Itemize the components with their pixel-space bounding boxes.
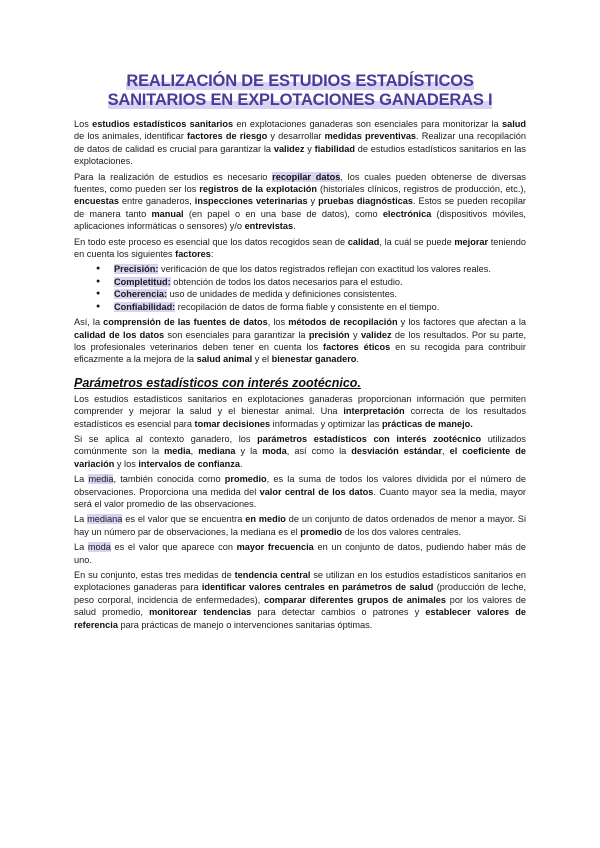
bold-text: moda bbox=[262, 446, 287, 457]
bold-text: factores éticos bbox=[323, 341, 391, 352]
text-run: . Cuanto mayor sea la media, mayor será el valor promedio de las observaciones. bbox=[74, 486, 526, 509]
text-run: correcta de los resultados estadísticos es esencial para bbox=[74, 406, 526, 429]
bold-text: comprensión de las fuentes de datos bbox=[103, 317, 268, 328]
bold-text: calidad bbox=[347, 236, 380, 247]
text-run: : bbox=[210, 249, 214, 260]
text-run: y los factores que afectan a la bbox=[397, 317, 526, 328]
text-run: , la cuál se puede bbox=[379, 236, 455, 247]
bold-text: media bbox=[164, 446, 191, 457]
text-run: y los bbox=[114, 458, 139, 469]
bold-text: parámetros estadísticos con interés zootécnico bbox=[257, 433, 482, 444]
factor-term: Coherencia: bbox=[114, 289, 168, 300]
bold-text: promedio bbox=[224, 474, 267, 485]
text-run: Los bbox=[74, 119, 93, 129]
bold-text: el coeficiente de variación bbox=[74, 446, 526, 469]
text-run: . bbox=[239, 458, 243, 469]
text-run: (en papel o en una base de datos), como bbox=[183, 208, 383, 219]
bold-text: interpretación bbox=[343, 406, 405, 417]
text-run: Para la realización de estudios es necesario bbox=[74, 171, 273, 182]
paragraph-data-collection bbox=[74, 171, 526, 233]
bold-text: identificar valores centrales en parámetros de salud bbox=[201, 582, 434, 593]
paragraph-ethics bbox=[74, 316, 526, 366]
text-run: se utilizan en los estudios estadísticos sanitarios en explotaciones ganaderas para bbox=[74, 570, 526, 593]
list-item bbox=[114, 263, 526, 275]
bold-text: recopilar datos bbox=[272, 171, 341, 182]
bold-text: tomar decisiones bbox=[194, 418, 271, 429]
bold-text: estudios estadísticos sanitarios bbox=[92, 119, 234, 129]
bold-text: salud bbox=[501, 119, 526, 129]
text-run: y el bbox=[252, 354, 272, 365]
text-run: y bbox=[349, 329, 361, 340]
paragraph-median bbox=[74, 513, 526, 538]
text-run: , los bbox=[267, 317, 289, 328]
paragraph-parameters bbox=[74, 433, 526, 470]
paragraph-mean bbox=[74, 473, 526, 510]
bold-text: en medio bbox=[245, 514, 286, 525]
bold-text: monitorear tendencias bbox=[149, 607, 252, 618]
text-run: En su conjunto, estas tres medidas de bbox=[74, 570, 235, 580]
bold-text: métodos de recopilación bbox=[288, 317, 398, 328]
paragraph-interpretation bbox=[74, 393, 526, 430]
text-run: por los valores de salud promedio, bbox=[74, 594, 526, 618]
text-run: . Estos se pueden recopilar de manera tanto bbox=[74, 196, 526, 219]
text-run: (historiales clínicos, registros de producción, etc.), bbox=[317, 184, 526, 195]
text-run: y la bbox=[235, 446, 263, 457]
factor-term: Completitud: bbox=[114, 276, 171, 287]
factor-desc: uso de unidades de medida y definiciones consistentes. bbox=[167, 289, 397, 300]
text-run: de los dos valores centrales. bbox=[342, 526, 462, 537]
highlighted-text: mediana bbox=[87, 514, 123, 525]
bold-text: comparar diferentes grupos de animales bbox=[263, 594, 447, 605]
factor-term: Confiabilidad: bbox=[114, 301, 176, 312]
bold-text: pruebas diagnósticas bbox=[318, 196, 413, 207]
bold-text: calidad de los datos bbox=[74, 329, 165, 340]
document-page bbox=[74, 72, 526, 634]
text-run: de estudios estadísticos sanitarios en las explotaciones. bbox=[74, 143, 526, 167]
bold-text: fiabilidad bbox=[314, 143, 355, 154]
bold-text: validez bbox=[273, 143, 305, 154]
text-run: informadas y optimizar las bbox=[270, 418, 382, 429]
list-item bbox=[114, 276, 526, 288]
text-run: y bbox=[304, 143, 315, 154]
bold-text: validez bbox=[360, 329, 392, 340]
bold-text: electrónica bbox=[382, 208, 432, 219]
bold-text: valor central de los datos bbox=[259, 486, 374, 497]
text-run: , también conocida como bbox=[113, 474, 225, 485]
text-run: En todo este proceso es esencial que los datos recogidos sean de bbox=[74, 236, 348, 247]
text-run: en un conjunto de datos, pudiendo haber más de uno. bbox=[74, 542, 527, 565]
bold-text: promedio bbox=[300, 526, 343, 537]
paragraph-central-tendency bbox=[74, 569, 526, 631]
bold-text: prácticas de manejo. bbox=[381, 418, 473, 429]
text-run: para prácticas de manejo o intervenciones sanitarias óptimas. bbox=[117, 619, 373, 630]
quality-factors-list bbox=[74, 263, 526, 313]
text-run: para detectar cambios o patrones y bbox=[251, 607, 426, 618]
bold-text: factores de riesgo bbox=[187, 131, 268, 142]
text-run: es el valor que se encuentra bbox=[122, 514, 246, 525]
text-run: La bbox=[74, 474, 89, 485]
bold-text: factores bbox=[175, 249, 211, 260]
text-run: es el valor que aparece con bbox=[110, 542, 237, 553]
factor-term: Precisión: bbox=[114, 264, 159, 275]
text-run: . bbox=[293, 221, 296, 232]
section-heading: Parámetros estadísticos con interés zootécnico. bbox=[74, 375, 361, 390]
paragraph-intro bbox=[74, 118, 526, 168]
highlighted-text: moda bbox=[87, 542, 111, 553]
paragraph-mode bbox=[74, 541, 526, 566]
text-run: , bbox=[442, 446, 450, 457]
text-run: Si se aplica al contexto ganadero, los bbox=[74, 433, 258, 444]
title-line-2: SANITARIOS EN EXPLOTACIONES GANADERAS I bbox=[107, 91, 493, 109]
bold-text: precisión bbox=[308, 329, 350, 340]
text-run: de los animales, identificar bbox=[74, 131, 188, 142]
text-run: , los cuales pueden obtenerse de diversas fuentes, como pueden ser los bbox=[74, 171, 527, 195]
factor-desc: obtención de todos los datos necesarios para el estudio. bbox=[170, 276, 403, 287]
list-item bbox=[114, 288, 526, 300]
bold-text: bienestar ganadero bbox=[271, 354, 357, 365]
text-run: y desarrollar bbox=[267, 131, 325, 142]
text-run: teniendo en cuenta los siguientes bbox=[74, 236, 526, 260]
bold-text: entrevistas bbox=[244, 221, 294, 232]
text-run: en explotaciones ganaderas son esenciales para monitorizar la bbox=[233, 119, 502, 129]
text-run: entre ganaderos, bbox=[118, 196, 195, 207]
text-run: utilizados comúnmente son la bbox=[74, 433, 526, 457]
text-run: , así como la bbox=[286, 446, 352, 457]
text-run: son esenciales para garantizar la bbox=[164, 329, 309, 340]
text-run: La bbox=[74, 542, 88, 553]
text-run: y bbox=[307, 196, 319, 207]
text-run: de un conjunto de datos ordenados de menor a mayor. Si hay un número par de observaciones, la mediana es el bbox=[74, 514, 526, 537]
bold-text: registros de la explotación bbox=[199, 184, 318, 195]
text-run: . bbox=[356, 354, 359, 365]
highlighted-text: media bbox=[88, 474, 114, 485]
text-run: en su recogida para contribuir eficazmente a la mejora de la bbox=[74, 341, 526, 365]
bold-text: encuestas bbox=[74, 196, 119, 207]
bold-text: manual bbox=[151, 208, 184, 219]
bold-text: mayor frecuencia bbox=[236, 542, 314, 553]
text-run: , bbox=[190, 446, 199, 457]
bold-text: establecer valores de referencia bbox=[74, 607, 526, 630]
text-run: (dispositivos móviles, aplicaciones informáticas o sensores) y/o bbox=[74, 208, 526, 232]
title-line-1: REALIZACIÓN DE ESTUDIOS ESTADÍSTICOS bbox=[126, 72, 474, 90]
bold-text: desviación estándar bbox=[351, 446, 443, 457]
text-run: Los estudios estadísticos sanitarios en explotaciones ganaderas proporcionan información que permiten comprender y mejorar la salud y el bienestar animal. Una bbox=[74, 393, 526, 417]
text-run: (producción de leche, peso corporal, incidencia de enfermedades), bbox=[74, 582, 526, 605]
factor-desc: recopilación de datos de forma fiable y consistente en el tiempo. bbox=[175, 301, 440, 312]
text-run: , es la suma de todos los valores dividida por el número de observaciones. Proporciona una medida del bbox=[74, 474, 526, 497]
bold-text: mediana bbox=[198, 446, 236, 457]
factor-desc: verificación de que los datos registrados reflejan con exactitud los valores reales. bbox=[158, 264, 491, 275]
paragraph-quality bbox=[74, 236, 526, 261]
bold-text: inspecciones veterinarias bbox=[194, 196, 308, 207]
bold-text: medidas preventivas bbox=[324, 131, 417, 142]
text-run: La bbox=[74, 514, 88, 525]
text-run: Así, la bbox=[74, 317, 104, 328]
bold-text: mejorar bbox=[454, 236, 489, 247]
bold-text: salud animal bbox=[196, 354, 253, 365]
text-run: . Realizar una recopilación de datos de calidad es crucial para garantizar la bbox=[74, 131, 526, 154]
document-title bbox=[74, 72, 526, 110]
list-item bbox=[114, 301, 526, 313]
bold-text: tendencia central bbox=[234, 570, 311, 580]
bold-text: intervalos de confianza bbox=[138, 458, 240, 469]
text-run: de los resultados. Por su parte, los profesionales veterinarios deben tener en cuenta los bbox=[74, 329, 526, 352]
